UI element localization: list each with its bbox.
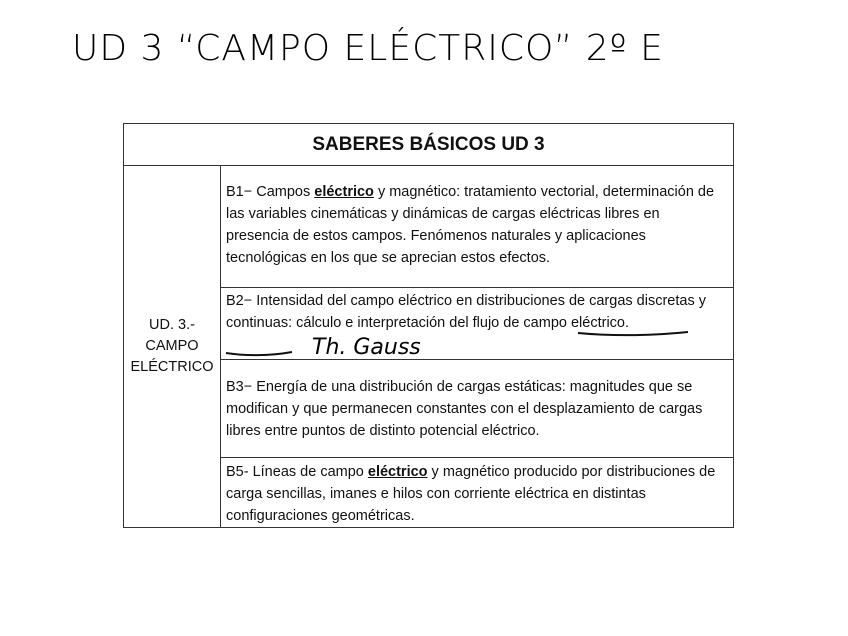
row-b1-underlined: eléctrico — [314, 184, 374, 200]
table-row-b3 — [221, 360, 733, 458]
table-row-b2 — [221, 288, 733, 360]
table-row-b5 — [221, 458, 733, 527]
row-b5-lead: B5- Líneas de campo — [226, 464, 368, 480]
unit-label-line2: CAMPO — [145, 338, 199, 354]
handwritten-title-text: UD 3 “CAMPO ELÉCTRICO” 2º E — [72, 28, 664, 69]
row-b3-text: B3− Energía de una distribución de cargas estáticas: magnitudes que se modifican y que permanecen constantes con el desplazamiento de cargas libres entre puntos de distinto potencial eléctrico. — [226, 379, 703, 439]
row-b2-text: B2− Intensidad del campo eléctrico en distribuciones de cargas discretas y continuas: cálculo e interpretación del flujo de campo eléctrico. — [226, 293, 706, 331]
unit-label-line1: UD. 3.- — [149, 317, 195, 333]
unit-label-line3: ELÉCTRICO — [130, 359, 214, 375]
saberes-table — [123, 123, 734, 528]
table-header: SABERES BÁSICOS UD 3 — [124, 124, 733, 166]
gauss-annotation: Th. Gauss — [312, 335, 421, 360]
table-row-b1 — [221, 166, 733, 288]
handwritten-title — [72, 18, 712, 74]
row-b5-underlined: eléctrico — [367, 464, 428, 480]
row-b1-lead: B1− Campos — [226, 184, 315, 200]
unit-label-cell — [124, 166, 221, 527]
row-b1-rest: y magnético: tratamiento vectorial, determinación de las variables cinemáticas y dinámicas de cargas eléctricas libres en presencia de estos campos. Fenómenos naturales y aplicaciones tecnológicas en los que se aprecian estos efectos. — [226, 184, 715, 266]
row-b5-rest: y magnético producido por distribuciones de carga sencillas, imanes e hilos con corriente eléctrica en distintas configuraciones geométricas. — [226, 464, 716, 524]
